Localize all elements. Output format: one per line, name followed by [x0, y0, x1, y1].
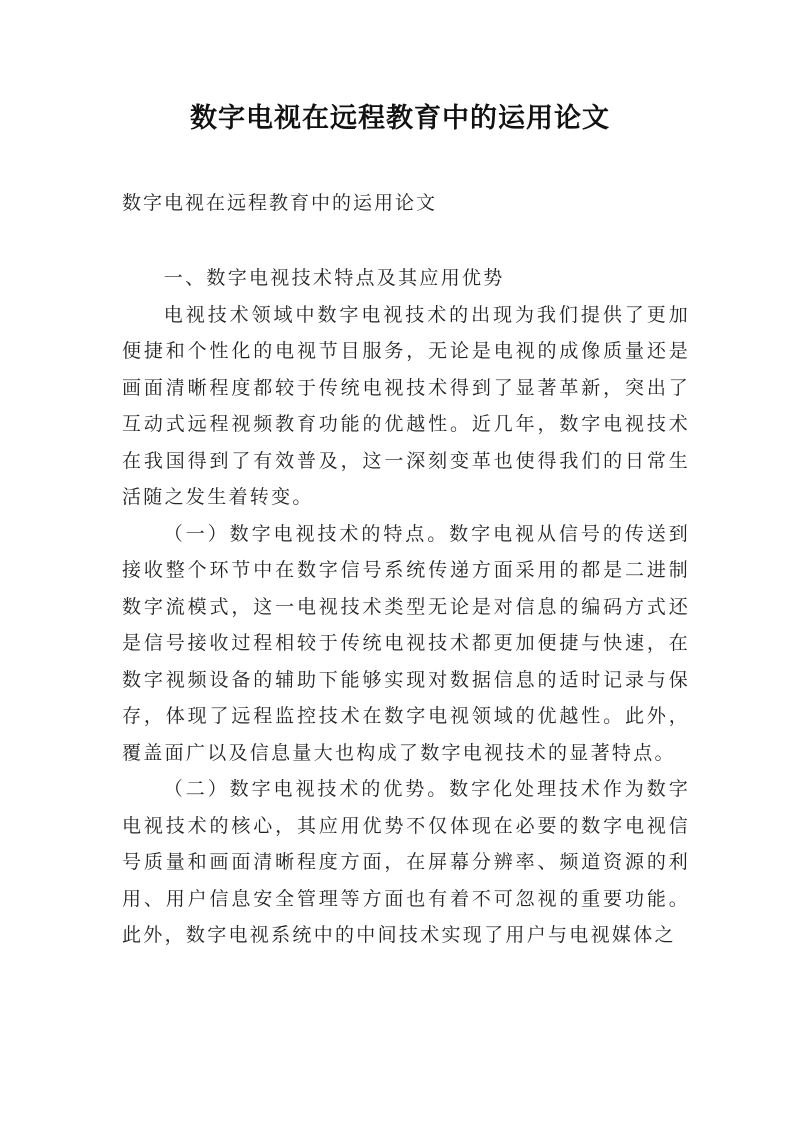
document-subtitle: 数字电视在远程教育中的运用论文 [122, 192, 438, 214]
paragraph-intro: 电视技术领域中数字电视技术的出现为我们提供了更加便捷和个性化的电视节目服务，无论是电视的成像质量还是画面清晰程度都较于传统电视技术得到了显著革新，突出了互动式远程视频教育功能的优越性。近几年，数字电视技术在我国得到了有效普及，这一深刻变革也使得我们的日常生活随之发生着转变。 [122, 303, 690, 508]
section-heading: 一、数字电视技术特点及其应用优势 [163, 267, 505, 289]
document-body [122, 260, 690, 954]
paragraph-advantages: （二）数字电视技术的优势。数字化处理技术作为数字电视技术的核心，其应用优势不仅体现在必要的数字电视信号质量和画面清晰程度方面，在屏幕分辨率、频道资源的利用、用户信息安全管理等方面也有着不可忽视的重要功能。此外，数字电视系统中的中间技术实现了用户与电视媒体之 [122, 778, 690, 946]
paragraph-features: （一）数字电视技术的特点。数字电视从信号的传送到接收整个环节中在数字信号系统传递方面采用的都是二进制数字流模式，这一电视技术类型无论是对信息的编码方式还是信号接收过程相较于传统电视技术都更加便捷与快速，在数字视频设备的辅助下能够实现对数据信息的适时记录与保存，体现了远程监控技术在数字电视领域的优越性。此外，覆盖面广以及信息量大也构成了数字电视技术的显著特点。 [122, 522, 690, 764]
document-title: 数字电视在远程教育中的运用论文 [190, 103, 610, 134]
